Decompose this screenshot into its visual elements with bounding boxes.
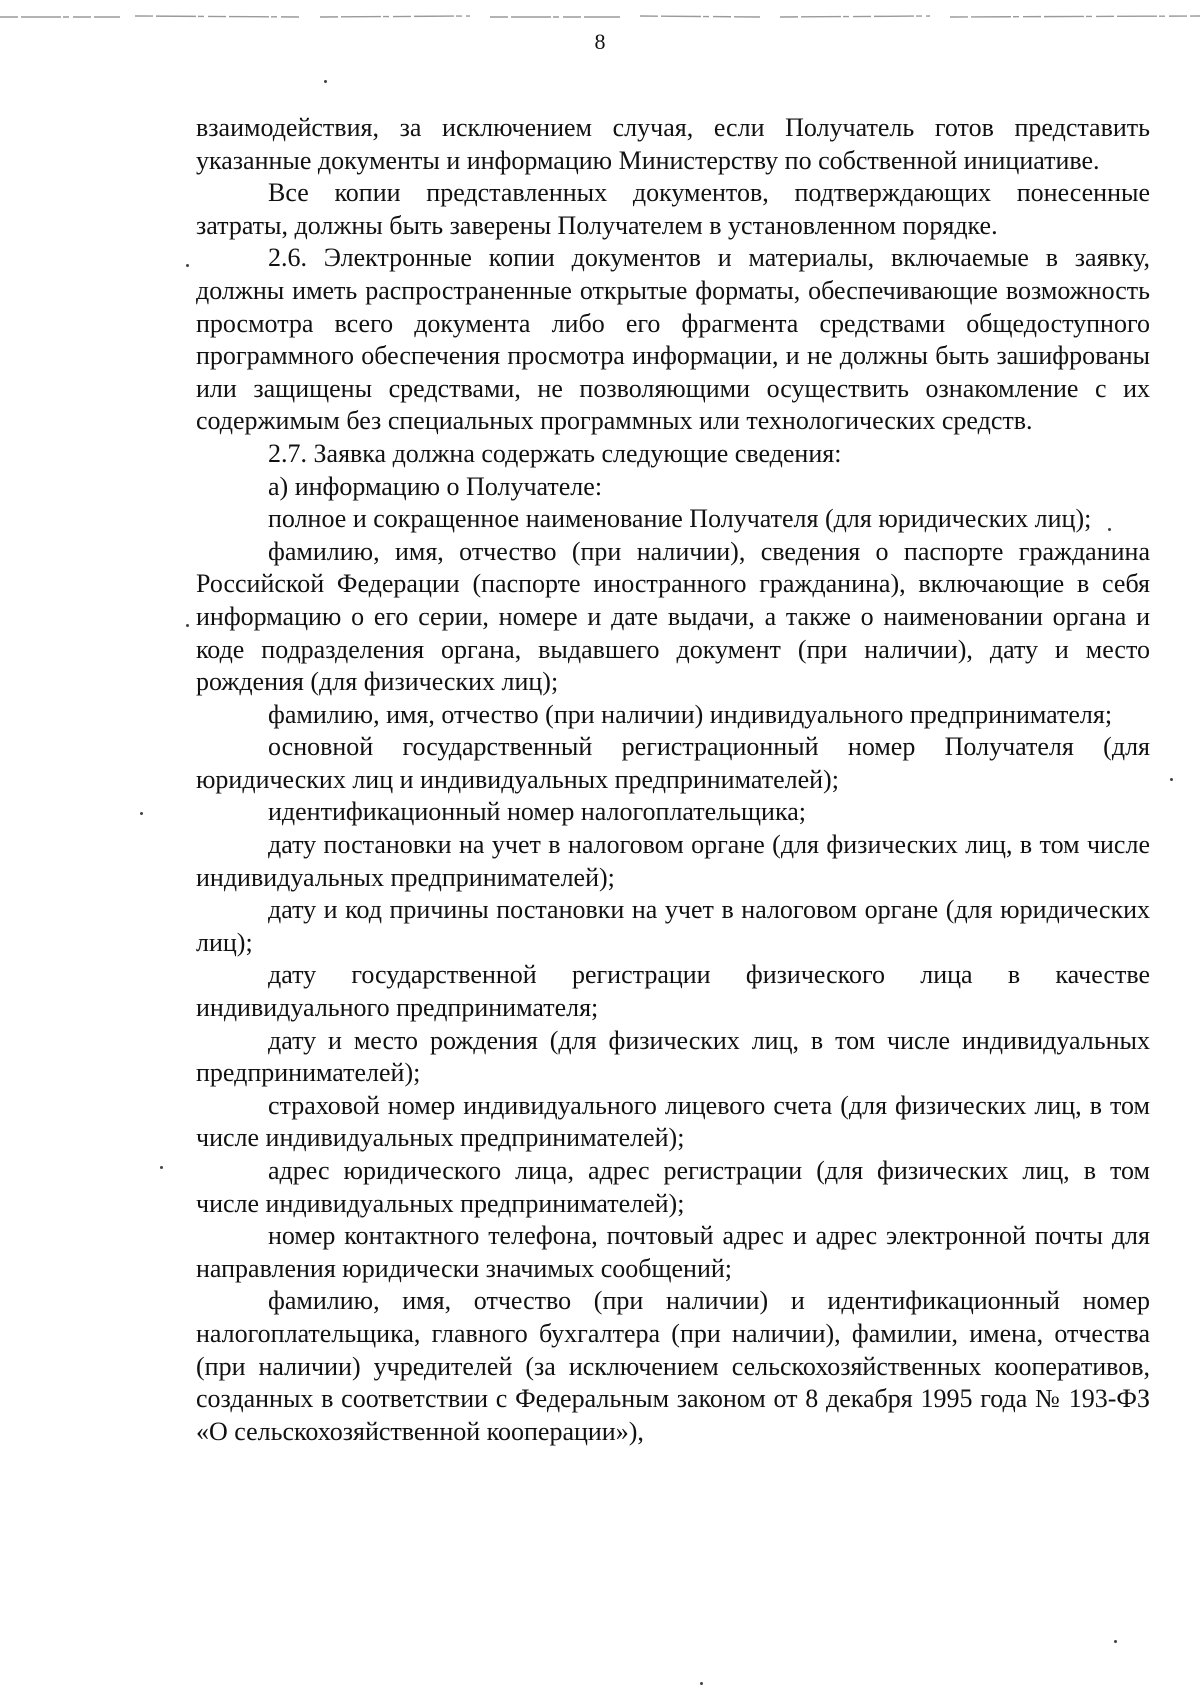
paragraph: 2.6. Электронные копии документов и материалы, включаемые в заявку, должны иметь распространенные открытые форматы, обеспечивающие возможность просмотра всего документа либо его фрагмента средствами общедоступного программного обеспечения просмотра информации, и не должны быть зашифрованы или защищены средствами, не позволяющими осуществить ознакомление с их содержимым без специальных программных или технологических средств. bbox=[196, 243, 1150, 436]
paragraph: номер контактного телефона, почтовый адрес и адрес электронной почты для направления юридически значимых сообщений; bbox=[196, 1221, 1150, 1283]
paragraph: фамилию, имя, отчество (при наличии) и идентификационный номер налогоплательщика, главного бухгалтера (при наличии), фамилии, имена, отчества (при наличии) учредителей (за исключением сельскохозяйственных кооперативов, созданных в соответствии с Федеральным законом от 8 декабря 1995 года № 193-ФЗ «О сельскохозяйственной кооперации»), bbox=[196, 1286, 1150, 1446]
paragraph: дату и код причины постановки на учет в налоговом органе (для юридических лиц); bbox=[196, 895, 1150, 957]
paragraph: страховой номер индивидуального лицевого счета (для физических лиц, в том числе индивидуальных предпринимателей); bbox=[196, 1090, 1150, 1153]
scan-speck bbox=[160, 1166, 163, 1169]
scan-speck bbox=[700, 1682, 703, 1685]
paragraph: а) информацию о Получателе: bbox=[268, 471, 603, 501]
paragraph: Все копии представленных документов, подтверждающих понесенные затраты, должны быть заверены Получателем в установленном порядке. bbox=[196, 178, 1150, 240]
paragraph: основной государственный регистрационный номер Получателя (для юридических лиц и индивидуальных предпринимателей); bbox=[196, 732, 1150, 794]
paragraph: полное и сокращенное наименование Получателя (для юридических лиц); bbox=[268, 504, 1092, 534]
paragraph: адрес юридического лица, адрес регистрации (для физических лиц, в том числе индивидуальных предпринимателей); bbox=[196, 1156, 1150, 1218]
page-number: 8 bbox=[594, 29, 606, 54]
scan-speck bbox=[1108, 528, 1111, 531]
scan-edge-line bbox=[0, 12, 1200, 22]
paragraph: фамилию, имя, отчество (при наличии), сведения о паспорте гражданина Российской Федерации (паспорте иностранного гражданина), включающие в себя информацию о его серии, номере и дате выдачи, а также о наименовании органа и коде подразделения органа, выдавшего документ (при наличии), дату и место рождения (для физических лиц); bbox=[196, 536, 1150, 697]
paragraph: идентификационный номер налогоплательщика; bbox=[268, 797, 806, 827]
scan-speck bbox=[140, 812, 143, 815]
paragraph: дату постановки на учет в налоговом органе (для физических лиц, в том числе индивидуальных предпринимателей); bbox=[196, 830, 1150, 892]
scan-speck bbox=[186, 264, 189, 267]
document-body bbox=[196, 112, 1150, 1448]
paragraph: дату государственной регистрации физического лица в качестве индивидуального предпринимателя; bbox=[196, 960, 1150, 1023]
scan-speck bbox=[324, 80, 327, 83]
scan-speck bbox=[1114, 1640, 1117, 1643]
scan-speck bbox=[1170, 778, 1173, 781]
scan-speck bbox=[186, 624, 189, 627]
paragraph: дату и место рождения (для физических лиц, в том числе индивидуальных предпринимателей); bbox=[196, 1025, 1150, 1088]
paragraph: взаимодействия, за исключением случая, если Получатель готов представить указанные документы и информацию Министерству по собственной инициативе. bbox=[196, 113, 1150, 175]
paragraph: фамилию, имя, отчество (при наличии) индивидуального предпринимателя; bbox=[268, 699, 1113, 729]
paragraph: 2.7. Заявка должна содержать следующие сведения: bbox=[268, 438, 842, 468]
